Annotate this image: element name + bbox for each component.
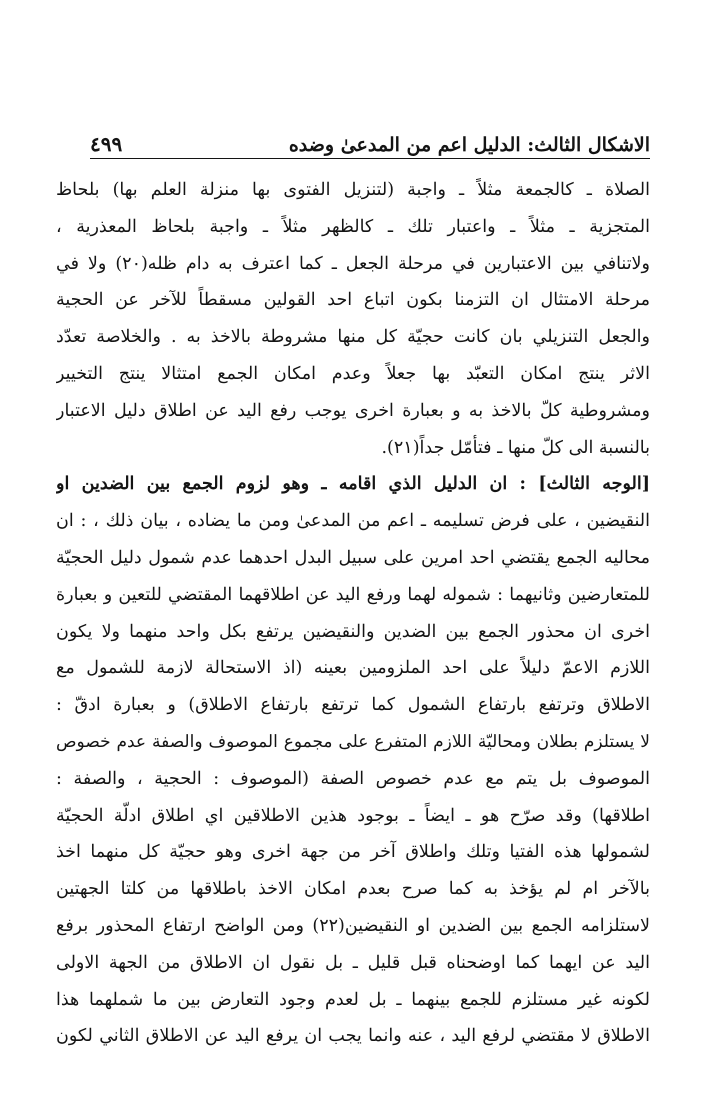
text-line: اللازم الاعمّ دليلاً على احد الملزومين بعينه (اذ الاستحالة لازمة للشمول مع	[56, 658, 650, 679]
text-line: بالآخر ام لم يؤخذ به كما صرح بعدم امكان الاخذ باطلاقها من كلتا الجهتين	[56, 879, 650, 900]
text-line: مرحلة الامتثال ان التزمنا بكون اتباع احد القولين مسقطاً للآخر عن الحجية	[56, 290, 650, 311]
text-line: اليد عن ايهما كما اوضحناه قبل قليل ـ بل نقول ان الاطلاق من الجهة الاولى	[56, 952, 650, 973]
text-line: الموصوف بل يتم مع عدم خصوص الصفة (الموصوف : الحجية ، والصفة :	[56, 768, 650, 789]
text-line: والجعل التنزيلي بان كانت حجيّة كل منها مشروطة بالاخذ به . والخلاصة تعدّد	[56, 327, 650, 348]
text-line: لاستلزامه الجمع بين الضدين او النقيضين(٢٢) ومن الواضح ارتفاع المحذور برفع	[56, 915, 650, 936]
text-line: الصلاة ـ كالجمعة مثلاً ـ واجبة (لتنزيل الفتوى بها منزلة العلم بها) بلحاظ	[56, 180, 650, 200]
header-rule	[90, 158, 650, 159]
text-line: الاطلاق لا مقتضي لرفع اليد ، عنه وانما يجب ان يرفع اليد عن الاطلاق الثاني لكون	[56, 1026, 650, 1047]
text-line: النقيضين ، على فرض تسليمه ـ اعم من المدعیٰ ومن ما يضاده ، بيان ذلك ، : ان	[56, 511, 650, 532]
running-header	[90, 116, 650, 156]
text-line: ومشروطية كلّ بالاخذ به و بعبارة اخرى يوجب رفع اليد عن اطلاق دليل الاعتبار	[56, 400, 650, 421]
text-line: اخرى ان محذور الجمع بين الضدين والنقيضين يرتفع بكل واحد منهما ولا يكون	[56, 621, 650, 642]
text-line: لشمولها هذه الفتيا وتلك واطلاق آخر من جهة اخرى وهو حجيّة كل منهما اخذ	[56, 842, 650, 863]
text-line: لكونه غير مستلزم للجمع بينهما ـ بل لعدم وجود التعارض بين ما شملهما هذا	[56, 989, 650, 1010]
chapter-title: الاشكال الثالث: الدليل اعم من المدعیٰ وضده	[288, 134, 650, 156]
text-line: الاطلاق وترتفع بارتفاع الشمول كما ترتفع بارتفاع الاطلاق) و بعبارة ادقّ :	[56, 695, 650, 716]
main-text	[56, 172, 650, 1055]
text-line: بالنسبة الى كلّ منها ـ فتأمّل جداً(٢١).	[381, 437, 650, 458]
text-line: للمتعارضين وثانيهما : شموله لهما ورفع اليد عن اطلاقهما المقتضي للتعين و بعبارة	[56, 584, 650, 605]
text-line: الاثر ينتج امكان التعبّد بها جعلاً وعدم امكان الجمع امتثالا ينتج التخيير	[56, 363, 650, 384]
text-line: ولاتنافي بين الاعتبارين في مرحلة الجعل ـ كما اعترف به دام ظله(٢٠) ولا في	[56, 253, 650, 274]
page-number: ٤٩٩	[90, 132, 123, 156]
section-heading-line: [الوجه الثالث] : ان الدليل الذي اقامه ـ وهو لزوم الجمع بين الضدين او	[56, 474, 650, 495]
text-line: محاليه الجمع يقتضي احد امرين على سبيل البدل احدهما عدم شمول دليل الحجيّة	[56, 547, 650, 568]
text-line: لا يستلزم بطلان ومحاليّة اللازم المتفرع على مجموع الموصوف والصفة عدم خصوص	[56, 731, 650, 752]
text-line: اطلاقها) وقد صرّح هو ـ ايضاً ـ بوجود هذين الاطلاقين اي اطلاق ادلّة الحجيّة	[56, 805, 650, 826]
text-line: المتجزية ـ مثلاً ـ واعتبار تلك ـ كالظهر مثلاً ـ واجبة بلحاظ المعذرية ،	[56, 216, 650, 237]
